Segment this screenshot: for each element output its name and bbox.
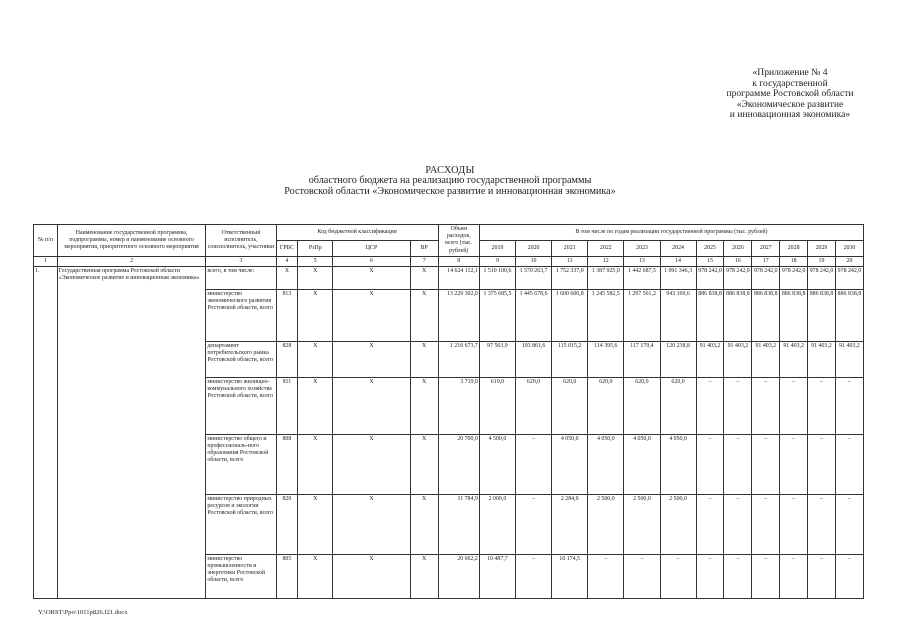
year-value-cell: 2 284,9 — [552, 494, 588, 554]
grbs-cell: 805 — [276, 554, 298, 598]
column-number: 18 — [780, 256, 808, 266]
year-value-cell: 620,0 — [588, 377, 624, 434]
year-value-cell: – — [516, 434, 552, 494]
responsible-cell: министерство общего и профессиональ-ного образования Ростовской области, всего — [206, 434, 276, 494]
header-year: 2028 — [780, 240, 808, 256]
header-kbk: Код бюджетной классификации — [276, 225, 438, 241]
year-value-cell: 97 563,9 — [479, 341, 515, 377]
year-value-cell: – — [780, 377, 808, 434]
year-value-cell: 886 838,8 — [752, 289, 780, 341]
year-value-cell: 1 091 346,3 — [660, 266, 696, 289]
appendix-line: «Приложение № 4 — [752, 67, 828, 78]
total-cell: 14 624 112,1 — [438, 266, 479, 289]
year-value-cell: 1 297 561,2 — [624, 289, 660, 341]
year-value-cell: 91 403,2 — [835, 341, 863, 377]
column-number: 10 — [516, 256, 552, 266]
responsible-cell: министерство природных ресурсов и экологии Ростовской области, всего — [206, 494, 276, 554]
year-value-cell: – — [696, 554, 724, 598]
header-year: 2019 — [479, 240, 515, 256]
header-year: 2029 — [808, 240, 836, 256]
column-number: 1 — [34, 256, 58, 266]
csr-cell: Х — [333, 266, 410, 289]
year-value-cell: – — [724, 494, 752, 554]
csr-cell: Х — [333, 289, 410, 341]
year-value-cell: 1 600 600,8 — [552, 289, 588, 341]
year-value-cell: 4 050,0 — [552, 434, 588, 494]
year-value-cell: – — [752, 494, 780, 554]
year-value-cell: – — [660, 554, 696, 598]
header-year: 2020 — [516, 240, 552, 256]
grbs-cell: 820 — [276, 494, 298, 554]
year-value-cell: 91 403,2 — [696, 341, 724, 377]
year-value-cell: 886 838,8 — [724, 289, 752, 341]
header-year: 2024 — [660, 240, 696, 256]
header-row — [34, 225, 864, 241]
column-number: 6 — [333, 256, 410, 266]
year-value-cell: – — [696, 377, 724, 434]
year-value-cell: – — [808, 554, 836, 598]
year-value-cell: – — [724, 377, 752, 434]
responsible-cell: министерство промышленности и энергетики Ростовской области, всего — [206, 554, 276, 598]
header-year: 2030 — [835, 240, 863, 256]
footer-file-path: Y:\ORST\Ppo\1011p826.f21.docx — [38, 609, 128, 616]
year-value-cell: 886 838,8 — [696, 289, 724, 341]
year-value-cell: 1 375 685,5 — [479, 289, 515, 341]
header-year: 2027 — [752, 240, 780, 256]
year-value-cell: 1 387 925,0 — [588, 266, 624, 289]
column-number: 7 — [410, 256, 438, 266]
year-value-cell: 91 403,2 — [724, 341, 752, 377]
year-value-cell: 91 403,2 — [780, 341, 808, 377]
year-value-cell: 978 242,0 — [696, 266, 724, 289]
header-rzpr: РзПр — [298, 240, 333, 256]
vr-cell: Х — [410, 341, 438, 377]
total-cell: 13 229 302,0 — [438, 289, 479, 341]
year-value-cell: 620,0 — [552, 377, 588, 434]
year-value-cell: – — [808, 377, 836, 434]
header-vr: ВР — [410, 240, 438, 256]
year-value-cell: – — [752, 377, 780, 434]
year-value-cell: – — [835, 434, 863, 494]
year-value-cell: 114 395,6 — [588, 341, 624, 377]
column-number: 3 — [206, 256, 276, 266]
year-value-cell: 4 050,0 — [624, 434, 660, 494]
rzpr-cell: Х — [298, 554, 333, 598]
year-value-cell: – — [588, 554, 624, 598]
year-value-cell: – — [696, 494, 724, 554]
responsible-cell: всего, в том числе: — [206, 266, 276, 289]
appendix-line: «Экономическое развитие — [736, 98, 844, 110]
year-value-cell: 620,0 — [624, 377, 660, 434]
year-value-cell: – — [835, 554, 863, 598]
total-cell: 20 662,2 — [438, 554, 479, 598]
year-value-cell: 10 174,5 — [552, 554, 588, 598]
header-no: № п/п — [34, 225, 58, 257]
vr-cell: Х — [410, 494, 438, 554]
year-value-cell: 886 838,8 — [780, 289, 808, 341]
year-value-cell: – — [752, 554, 780, 598]
year-value-cell: 1 442 687,5 — [624, 266, 660, 289]
csr-cell: Х — [333, 341, 410, 377]
year-value-cell: 2 000,0 — [479, 494, 515, 554]
column-number: 11 — [552, 256, 588, 266]
column-number: 19 — [808, 256, 836, 266]
column-number: 17 — [752, 256, 780, 266]
year-value-cell: 2 500,0 — [588, 494, 624, 554]
title-line: Ростовской области «Экономическое развитие и инновационная экономика» — [284, 185, 616, 197]
header-year: 2023 — [624, 240, 660, 256]
year-value-cell: 620,0 — [516, 377, 552, 434]
title-line: областного бюджета на реализацию государственной программы — [308, 175, 592, 187]
year-value-cell: – — [835, 377, 863, 434]
year-value-cell: 10 487,7 — [479, 554, 515, 598]
column-number: 16 — [724, 256, 752, 266]
year-value-cell: 117 179,4 — [624, 341, 660, 377]
header-by-years: В том числе по годам реализации государственной программы (тыс. рублей) — [479, 225, 863, 241]
responsible-cell: министерство жилищно-коммунального хозяйства Ростовской области, всего — [206, 377, 276, 434]
year-value-cell: 886 838,8 — [835, 289, 863, 341]
grbs-cell: 828 — [276, 341, 298, 377]
vr-cell: Х — [410, 434, 438, 494]
column-number: 2 — [57, 256, 206, 266]
year-value-cell: 1 445 678,6 — [516, 289, 552, 341]
header-name: Наименование государственной программы, подпрограммы, номер и наименование основного мероприятия, приоритетного основного мероприятия — [57, 225, 206, 257]
grbs-cell: 811 — [276, 377, 298, 434]
header-year: 2022 — [588, 240, 624, 256]
document-title — [230, 166, 670, 197]
header-grbs: ГРБС — [276, 240, 298, 256]
column-number-row — [34, 256, 864, 266]
grbs-cell: 813 — [276, 289, 298, 341]
year-value-cell: – — [780, 554, 808, 598]
year-value-cell: 978 242,0 — [780, 266, 808, 289]
year-value-cell: 978 242,0 — [724, 266, 752, 289]
column-number: 4 — [276, 256, 298, 266]
table-row — [34, 266, 864, 289]
total-cell: 1 216 673,7 — [438, 341, 479, 377]
column-number: 8 — [438, 256, 479, 266]
year-value-cell: – — [516, 494, 552, 554]
year-value-cell: 4 050,0 — [660, 434, 696, 494]
header-year: 2025 — [696, 240, 724, 256]
rzpr-cell: Х — [298, 377, 333, 434]
grbs-cell: 808 — [276, 434, 298, 494]
column-number: 15 — [696, 256, 724, 266]
vr-cell: Х — [410, 289, 438, 341]
title-line: РАСХОДЫ — [425, 165, 475, 176]
appendix-line: программе Ростовской области — [726, 88, 854, 100]
year-value-cell: – — [808, 494, 836, 554]
year-value-cell: 91 403,2 — [752, 341, 780, 377]
responsible-cell: министерство экономического развития Ростовской области, всего — [206, 289, 276, 341]
csr-cell: Х — [333, 494, 410, 554]
year-value-cell: 4 050,0 — [588, 434, 624, 494]
year-value-cell: – — [724, 554, 752, 598]
responsible-cell: департамент потребительского рынка Ростовской области, всего — [206, 341, 276, 377]
appendix-line: к государственной — [752, 77, 828, 89]
total-cell: 20 700,0 — [438, 434, 479, 494]
year-value-cell: 1 570 263,7 — [516, 266, 552, 289]
year-value-cell: 978 242,0 — [835, 266, 863, 289]
year-value-cell: 943 160,6 — [660, 289, 696, 341]
rzpr-cell: Х — [298, 266, 333, 289]
year-value-cell: 115 015,2 — [552, 341, 588, 377]
program-name: Государственная программа Ростовской области «Экономическое развитие и инновационная экономика» — [57, 266, 206, 598]
column-number: 5 — [298, 256, 333, 266]
year-value-cell: 4 500,0 — [479, 434, 515, 494]
column-number: 12 — [588, 256, 624, 266]
vr-cell: Х — [410, 377, 438, 434]
header-responsible: Ответственный исполнитель, соисполнитель, участники — [206, 225, 276, 257]
expenditure-table — [33, 224, 864, 599]
year-value-cell: – — [696, 434, 724, 494]
appendix-line: и инновационная экономика» — [729, 109, 851, 121]
year-value-cell: 1 510 100,6 — [479, 266, 515, 289]
csr-cell: Х — [333, 554, 410, 598]
year-value-cell: 120 238,8 — [660, 341, 696, 377]
grbs-cell: Х — [276, 266, 298, 289]
csr-cell: Х — [333, 377, 410, 434]
year-value-cell: – — [624, 554, 660, 598]
column-number: 20 — [835, 256, 863, 266]
year-value-cell: 978 242,0 — [752, 266, 780, 289]
column-number: 13 — [624, 256, 660, 266]
program-number: 1. — [34, 266, 58, 598]
rzpr-cell: Х — [298, 494, 333, 554]
year-value-cell: – — [808, 434, 836, 494]
year-value-cell: – — [752, 434, 780, 494]
year-value-cell: – — [835, 494, 863, 554]
year-value-cell: 620,0 — [660, 377, 696, 434]
rzpr-cell: Х — [298, 289, 333, 341]
year-value-cell: – — [516, 554, 552, 598]
header-year: 2021 — [552, 240, 588, 256]
year-value-cell: 2 500,0 — [624, 494, 660, 554]
year-value-cell: 619,0 — [479, 377, 515, 434]
csr-cell: Х — [333, 434, 410, 494]
appendix-block — [690, 68, 890, 121]
year-value-cell: 2 500,0 — [660, 494, 696, 554]
year-value-cell: 1 245 582,5 — [588, 289, 624, 341]
vr-cell: Х — [410, 266, 438, 289]
column-number: 9 — [479, 256, 515, 266]
year-value-cell: 978 242,0 — [808, 266, 836, 289]
header-csr: ЦСР — [333, 240, 410, 256]
year-value-cell: 1 752 337,0 — [552, 266, 588, 289]
year-value-cell: 103 861,6 — [516, 341, 552, 377]
year-value-cell: – — [780, 434, 808, 494]
rzpr-cell: Х — [298, 434, 333, 494]
year-value-cell: – — [724, 434, 752, 494]
header-volume: Объем расходов, всего (тыс. рублей) — [438, 225, 479, 257]
column-number: 14 — [660, 256, 696, 266]
vr-cell: Х — [410, 554, 438, 598]
rzpr-cell: Х — [298, 341, 333, 377]
total-cell: 3 719,0 — [438, 377, 479, 434]
header-year: 2026 — [724, 240, 752, 256]
year-value-cell: – — [780, 494, 808, 554]
year-value-cell: 91 403,2 — [808, 341, 836, 377]
year-value-cell: 886 838,8 — [808, 289, 836, 341]
total-cell: 11 784,9 — [438, 494, 479, 554]
